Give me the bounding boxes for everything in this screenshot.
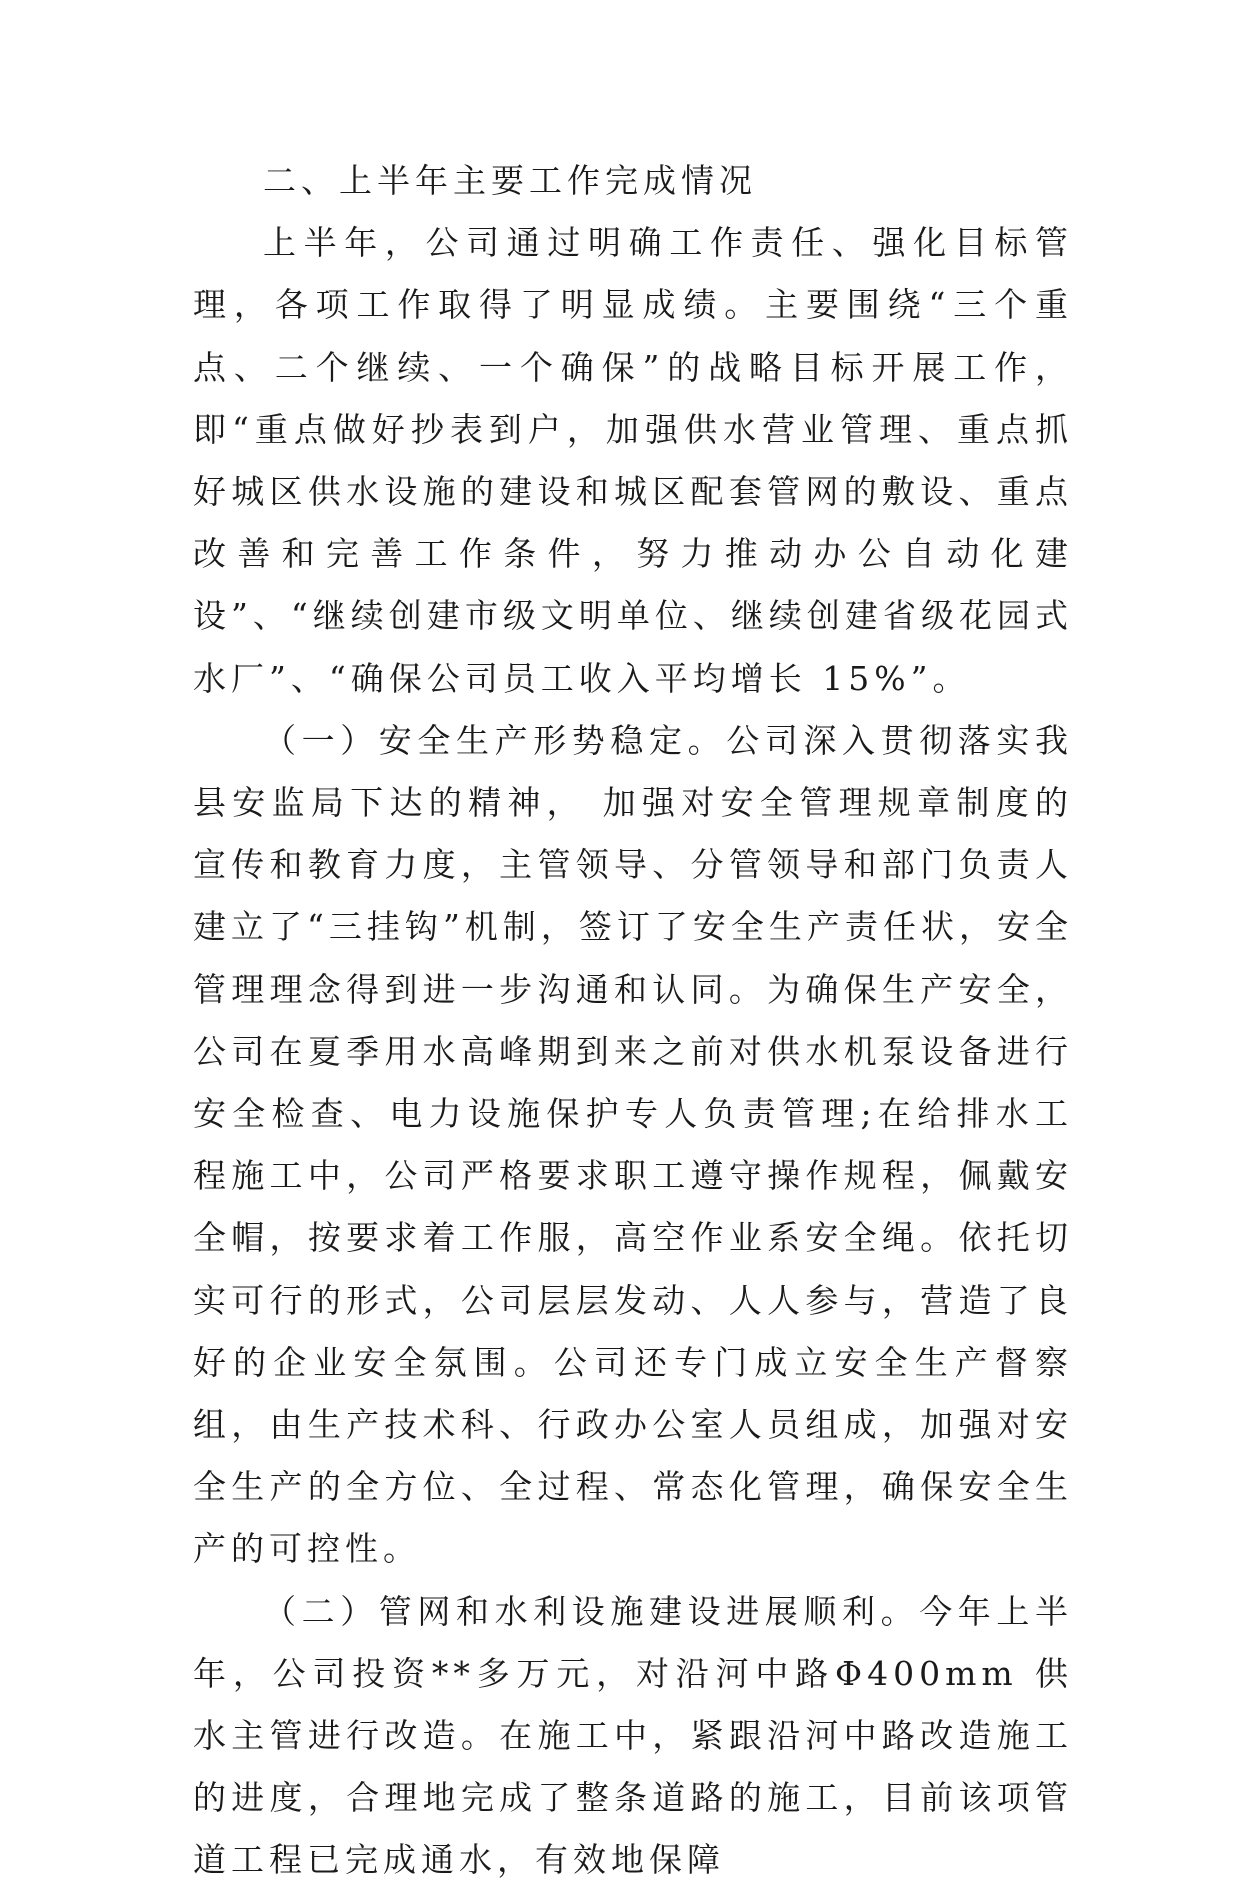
section-heading: 二、上半年主要工作完成情况 bbox=[263, 161, 757, 200]
paragraph-safety: （一）安全生产形势稳定。公司深入贯彻落实我县安监局下达的精神， 加强对安全管理规章制度的宣传和教育力度，主管领导、分管领导和部门负责人建立了“三挂钩”机制，签订了安全生产责任状，安全管理理念得到进一步沟通和认同。为确保生产安全，公司在夏季用水高峰期到来之前对供水机泵设备进行安全检查、电力设施保护专人负责管理;在给排水工程施工中，公司严格要求职工遵守操作规程，佩戴安全帽，按要求着工作服，高空作业系安全绳。依托切实可行的形式，公司层层发动、人人参与，营造了良好的企业安全氛围。公司还专门成立安全生产督察组，由生产技术科、行政办公室人员组成，加强对安全生产的全方位、全过程、常态化管理，确保安全生产的可控性。 bbox=[193, 720, 1073, 1569]
paragraph-pipeline: （二）管网和水利设施建设进展顺利。今年上半年，公司投资**多万元，对沿河中路Φ400mm 供水主管进行改造。在施工中，紧跟沿河中路改造施工的进度，合理地完成了整条道路的施工，目前该项管道工程已完成通水，有效地保障 bbox=[193, 1591, 1073, 1880]
paragraph-overview: 上半年，公司通过明确工作责任、强化目标管理，各项工作取得了明显成绩。主要围绕“三个重点、二个继续、一个确保”的战略目标开展工作，即“重点做好抄表到户，加强供水营业管理、重点抓好城区供水设施的建设和城区配套管网的敷设、重点改善和完善工作条件，努力推动办公自动化建设”、“继续创建市级文明单位、继续创建省级花园式水厂”、“确保公司员工收入平均增长 15%”。 bbox=[193, 223, 1073, 698]
document-body bbox=[193, 150, 1073, 1892]
